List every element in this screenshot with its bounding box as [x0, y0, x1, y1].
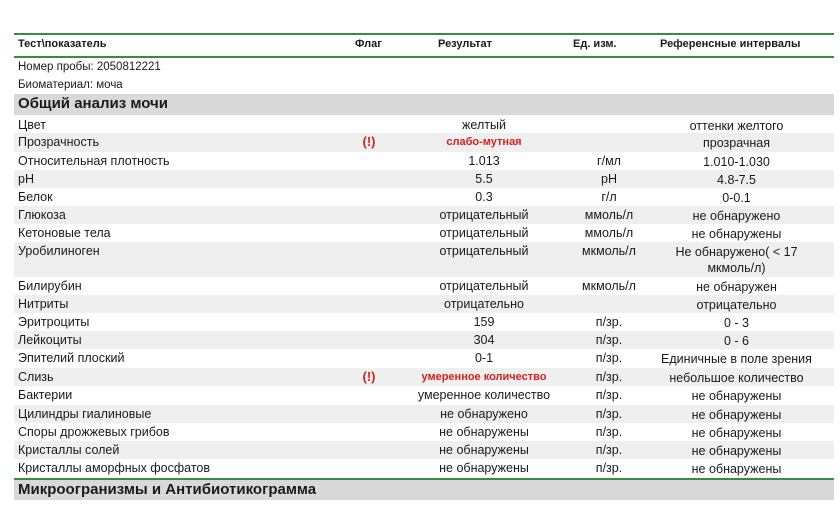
row-reference: 0 - 6	[723, 334, 749, 348]
row-result: умеренное количество	[421, 371, 547, 383]
row-unit: г/мл	[597, 154, 621, 168]
table-row	[14, 386, 834, 405]
row-result: 5.5	[475, 172, 493, 186]
row-unit: мкмоль/л	[582, 244, 636, 258]
row-unit: п/зр.	[595, 425, 623, 439]
sample-biomaterial: Биоматериал: моча	[18, 79, 123, 91]
row-result: отрицательный	[439, 226, 529, 240]
row-reference: не обнаружены	[691, 408, 782, 422]
table-row	[14, 459, 834, 477]
row-unit: п/зр.	[595, 443, 623, 457]
row-reference: отрицательно	[696, 298, 777, 312]
row-result: отрицательный	[439, 244, 529, 258]
table-row	[14, 368, 834, 386]
row-reference: 0 - 3	[723, 316, 749, 330]
row-name: Относительная плотность	[18, 154, 170, 168]
row-name: Белок	[18, 190, 53, 204]
row-name: Бактерии	[18, 388, 73, 402]
sample-number: Номер пробы: 2050812221	[18, 61, 161, 73]
row-result: 0.3	[475, 190, 493, 204]
header-unit: Ед. изм.	[573, 38, 617, 50]
section-title: Микроогранизмы и Антибиотикограмма	[18, 481, 317, 498]
table-row	[14, 242, 834, 277]
row-name: Эритроциты	[18, 315, 90, 329]
row-result: 1.013	[468, 154, 500, 168]
table-row	[14, 441, 834, 459]
row-flag: (!)	[362, 369, 376, 384]
table-row	[14, 206, 834, 224]
row-unit: п/зр.	[595, 461, 623, 475]
table-row	[14, 405, 834, 423]
header-result: Результат	[438, 38, 493, 50]
row-reference: Не обнаружено( < 17 мкмоль/л)	[675, 245, 798, 275]
table-row	[14, 152, 834, 170]
header-rule	[14, 56, 834, 58]
row-name: Уробилиноген	[18, 244, 100, 258]
row-flag: (!)	[362, 134, 376, 149]
row-name: Глюкоза	[18, 208, 66, 222]
row-name: Кристаллы аморфных фосфатов	[18, 461, 211, 475]
row-unit: п/зр.	[595, 407, 623, 421]
row-reference: не обнаружен	[696, 280, 777, 294]
table-row	[14, 295, 834, 313]
table-row	[14, 313, 834, 331]
row-reference: не обнаружены	[691, 227, 782, 241]
row-name: Лейкоциты	[18, 333, 82, 347]
row-name: Эпителий плоский	[18, 351, 125, 365]
row-result: желтый	[462, 118, 506, 132]
table-row	[14, 224, 834, 242]
row-reference: прозрачная	[702, 136, 771, 150]
row-unit: мкмоль/л	[582, 279, 636, 293]
table-row	[14, 331, 834, 349]
section-title: Общий анализ мочи	[18, 95, 168, 112]
row-reference: не обнаружены	[691, 462, 782, 476]
row-result: не обнаружены	[439, 443, 529, 457]
table-row	[14, 423, 834, 441]
row-name: Кетоновые тела	[18, 226, 111, 240]
row-reference: небольшое количество	[669, 371, 804, 385]
row-result: отрицательный	[439, 208, 529, 222]
row-result: не обнаружены	[439, 461, 529, 475]
table-row	[14, 277, 834, 295]
header-flag: Флаг	[355, 38, 382, 50]
row-name: Билирубин	[18, 279, 82, 293]
row-name: Нитриты	[18, 297, 69, 311]
row-reference: 4.8-7.5	[717, 173, 756, 187]
row-name: Цилиндры гиалиновые	[18, 407, 152, 421]
row-reference: Единичные в поле зрения	[661, 352, 812, 366]
row-unit: п/зр.	[595, 333, 623, 347]
row-unit: п/зр.	[595, 388, 623, 402]
table-row	[14, 116, 834, 133]
row-reference: не обнаружено	[692, 209, 781, 223]
row-name: Слизь	[18, 370, 54, 384]
row-unit: п/зр.	[595, 315, 623, 329]
table-row	[14, 133, 834, 152]
row-name: Споры дрожжевых грибов	[18, 425, 170, 439]
row-result: 0-1	[474, 351, 494, 365]
row-result: 159	[473, 315, 495, 329]
table-row	[14, 349, 834, 368]
section-urinalysis	[14, 94, 834, 115]
row-reference: не обнаружены	[691, 389, 782, 403]
row-name: Прозрачность	[18, 135, 99, 149]
row-result: 304	[473, 333, 495, 347]
row-name: Кристаллы солей	[18, 443, 120, 457]
row-result: отрицательно	[444, 297, 524, 311]
section-microorganisms	[14, 480, 834, 500]
row-name: pH	[18, 172, 34, 186]
row-unit: ммоль/л	[584, 226, 634, 240]
row-unit: pH	[601, 172, 617, 186]
row-unit: г/л	[601, 190, 617, 204]
row-reference: оттенки желтого	[689, 119, 784, 133]
row-unit: ммоль/л	[584, 208, 634, 222]
row-reference: 1.010-1.030	[703, 155, 770, 169]
header-reference: Референсные интервалы	[660, 38, 801, 50]
top-rule	[14, 33, 834, 35]
row-result: не обнаружены	[439, 425, 529, 439]
row-unit: п/зр.	[595, 370, 623, 384]
row-reference: не обнаружены	[691, 426, 782, 440]
row-reference: не обнаружены	[691, 444, 782, 458]
row-name: Цвет	[18, 118, 47, 132]
header-test: Тест\показатель	[18, 38, 107, 50]
row-result: не обнаружено	[440, 407, 528, 421]
table-row	[14, 170, 834, 188]
row-result: умеренное количество	[417, 388, 551, 402]
row-result: отрицательный	[439, 279, 529, 293]
row-reference: 0-0.1	[722, 191, 751, 205]
table-row	[14, 188, 834, 206]
row-result: слабо-мутная	[446, 136, 522, 148]
row-unit: п/зр.	[595, 351, 623, 365]
